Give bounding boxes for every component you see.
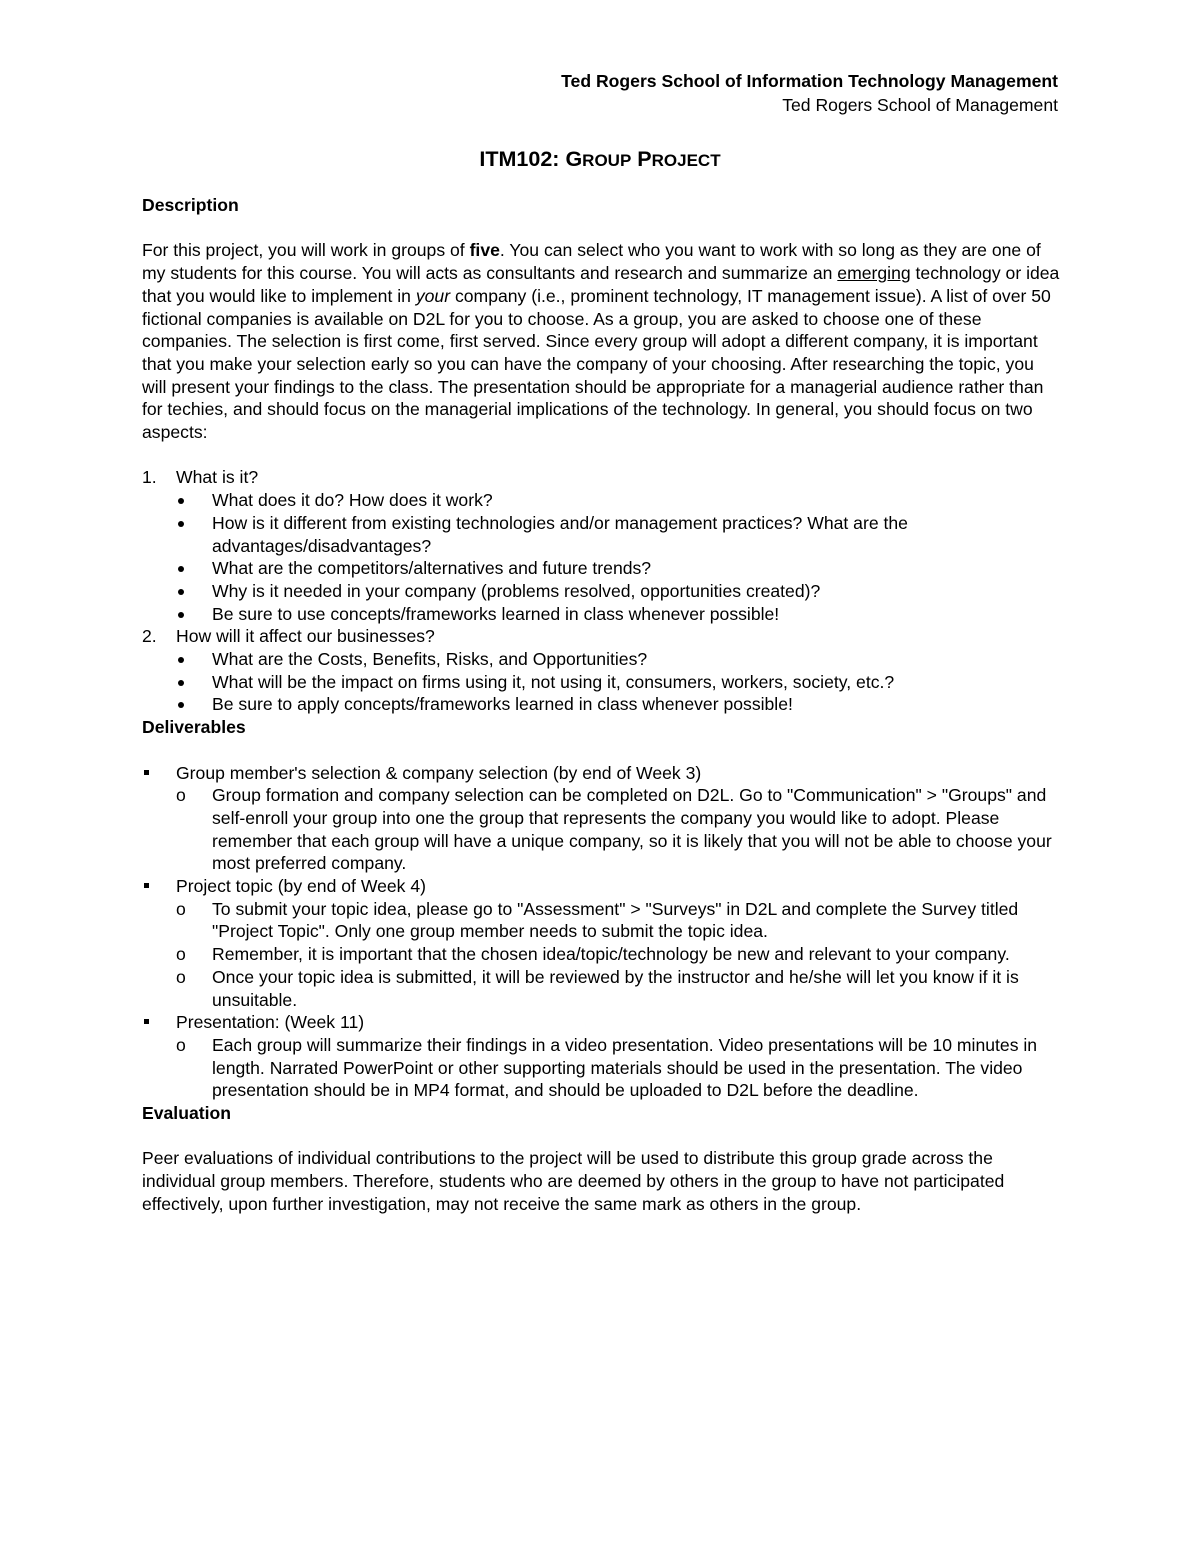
bullet-item: Be sure to use concepts/frameworks learned in class whenever possible! [176, 603, 1060, 626]
deliverable-subitems [142, 784, 1060, 875]
sub-item: o Group formation and company selection can be completed on D2L. Go to "Communication" > "Groups" and self-enroll your group into one the group that represents the company you would like to adopt. Please remember that each group will have a unique company, so it is likely that you will not be able to choose your most preferred company. [176, 785, 1052, 874]
deliverable-title: Project topic (by end of Week 4) [176, 876, 427, 897]
deliverable-title: Presentation: (Week 11) [176, 1012, 365, 1033]
bullet-item: What does it do? How does it work? [176, 489, 1060, 512]
aspect-bullets [142, 648, 1060, 716]
deliverable-item [142, 875, 1060, 898]
aspect-title: What is it? [176, 467, 259, 488]
deliverable-title: Group member's selection & company selection (by end of Week 3) [176, 762, 702, 783]
page-title: ITM102: GROUP PROJECT [479, 147, 721, 171]
deliverable-item [142, 762, 1060, 785]
aspect-item: 1. What is it? [142, 467, 259, 488]
description-heading: Description [142, 195, 239, 215]
deliverable-item [142, 1011, 1060, 1034]
square-bullet [142, 1011, 176, 1034]
square-bullet [142, 875, 176, 898]
evaluation-paragraph: Peer evaluations of individual contributions to the project will be used to distribute this group grade across the individual group members. Therefore, students who are deemed by others in the group to have not participated effectively, upon further investigation, may not receive the same mark as others in the group. [142, 1148, 1005, 1214]
sub-item: o To submit your topic idea, please go to "Assessment" > "Surveys" in D2L and complete the Survey titled "Project Topic". Only one group member needs to submit the topic idea. [176, 898, 1019, 942]
sub-item: o Each group will summarize their findings in a video presentation. Video presentations will be 10 minutes in length. Narrated PowerPoint or other supporting materials should be used in the presentation. The video presentation should be in MP4 format, and should be uploaded to D2L before the deadline. [176, 1034, 1038, 1101]
bullet-item: Why is it needed in your company (problems resolved, opportunities created)? [176, 580, 1060, 603]
aspect-bullets [142, 489, 1060, 625]
evaluation-heading: Evaluation [142, 1103, 231, 1124]
school-name: Ted Rogers School of Information Technology Management [561, 71, 1058, 91]
aspect-item: 2. How will it affect our businesses? [142, 626, 435, 647]
sub-item: o Remember, it is important that the chosen idea/topic/technology be new and relevant to your company. [176, 944, 1010, 965]
sub-item: o Once your topic idea is submitted, it will be reviewed by the instructor and he/she will let you know if it is unsuitable. [176, 966, 1019, 1010]
deliverables-heading: Deliverables [142, 717, 246, 738]
faculty-name: Ted Rogers School of Management [782, 95, 1058, 115]
aspect-title: How will it affect our businesses? [176, 626, 435, 647]
document-body [142, 194, 1060, 1238]
bullet-item: Be sure to apply concepts/frameworks learned in class whenever possible! [176, 693, 1060, 716]
bullet-item: What are the competitors/alternatives and future trends? [176, 557, 1060, 580]
bullet-item: What will be the impact on firms using it, not using it, consumers, workers, society, etc.? [176, 671, 1060, 694]
bullet-item: What are the Costs, Benefits, Risks, and Opportunities? [176, 648, 1060, 671]
deliverable-subitems [142, 898, 1060, 1012]
deliverable-subitems [142, 1034, 1060, 1102]
bullet-item: How is it different from existing technologies and/or management practices? What are the advantages/disadvantages? [176, 512, 1060, 557]
square-bullet [142, 762, 176, 785]
description-paragraph: For this project, you will work in groups of five. You can select who you want to work with so long as they are one of my students for this course. You will acts as consultants and research and summarize an emerging technology or idea that you would like to implement in your company (i.e., prominent technology, IT management issue). A list of over 50 fictional companies is available on D2L for you to choose. As a group, you are asked to choose one of these companies. The selection is first come, first served. Since every group will adopt a different company, it is important that you make your selection early so you can have the company of your choosing. After researching the topic, you will present your findings to the class. The presentation should be appropriate for a managerial audience rather than for techies, and should focus on the managerial implications of the technology. In general, you should focus on two aspects: [142, 240, 1060, 443]
